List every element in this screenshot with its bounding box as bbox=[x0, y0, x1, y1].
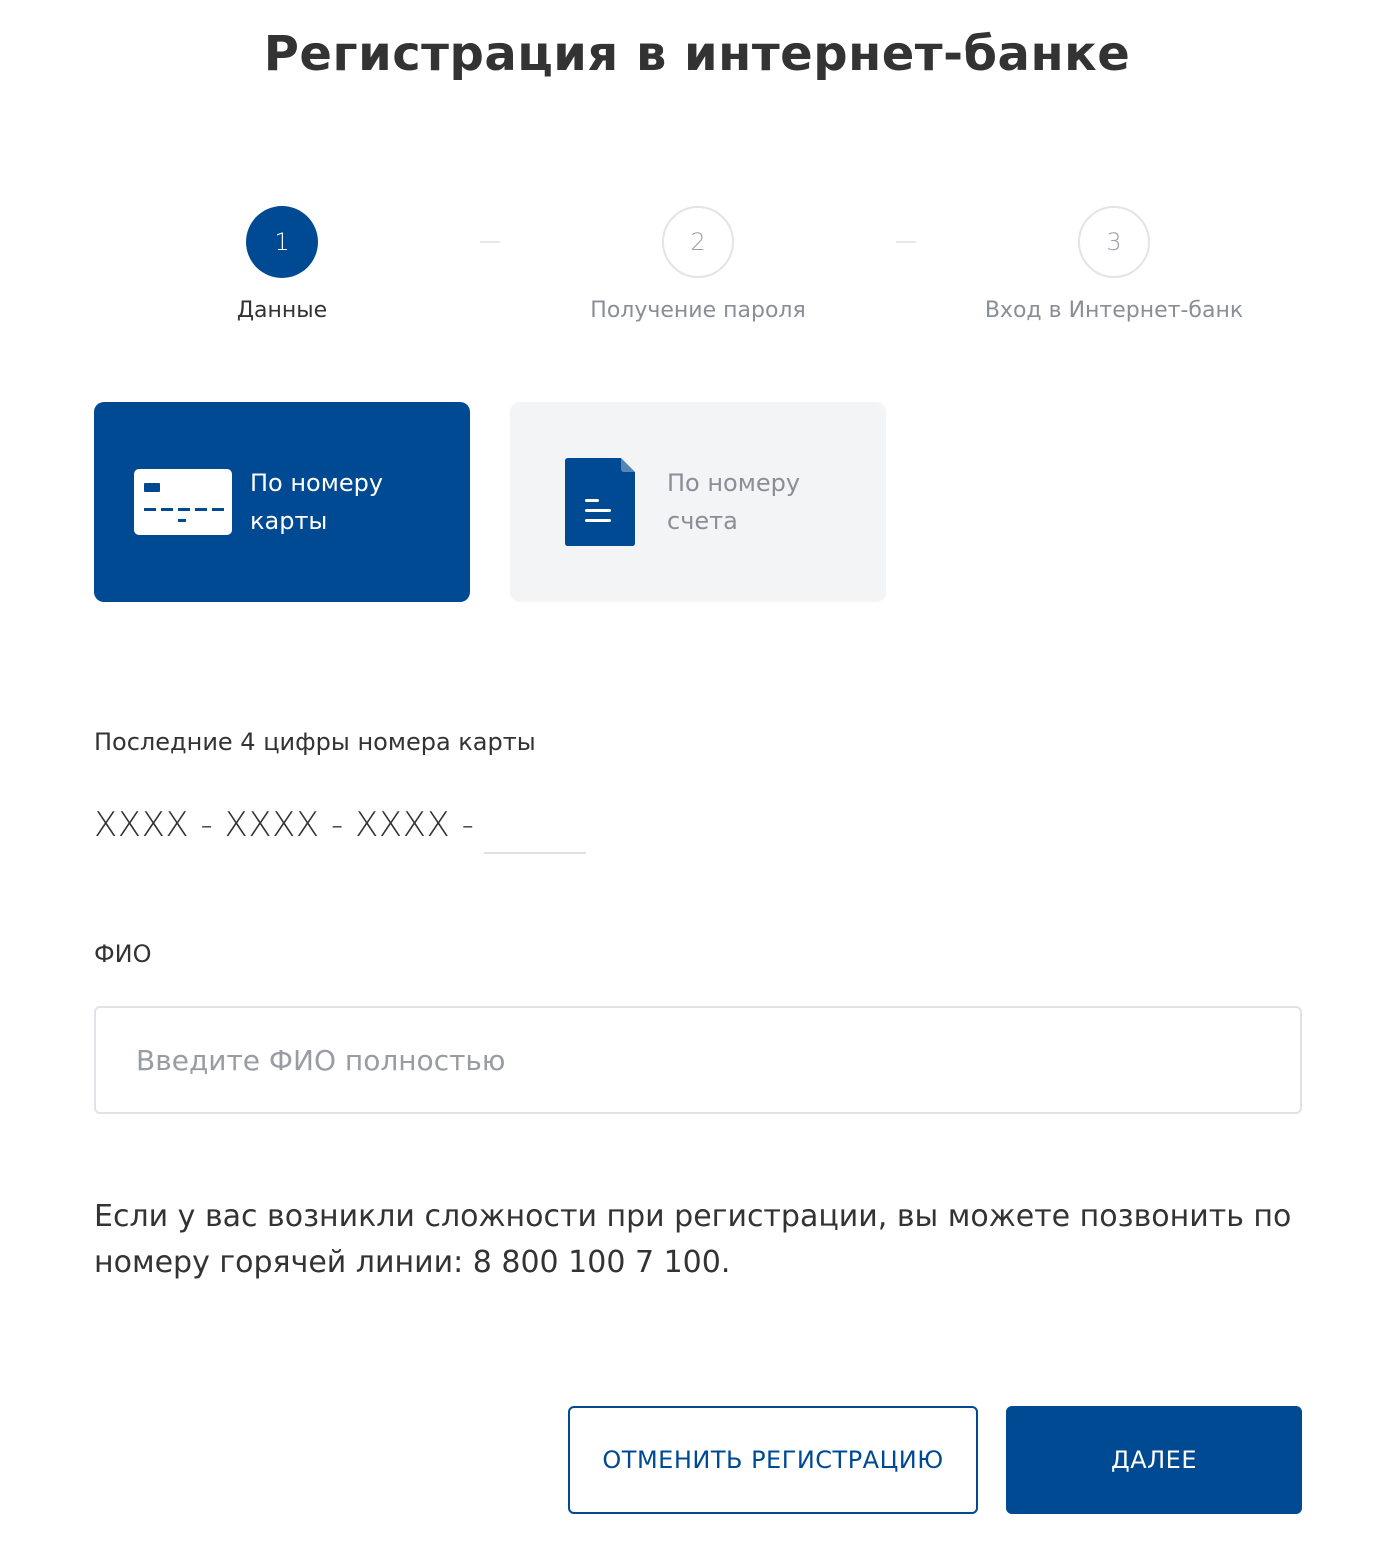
method-by-card-label bbox=[250, 464, 383, 540]
help-text: Если у вас возникли сложности при регистрации, вы можете позвонить по номеру горячей линии: 8 800 100 7 100. bbox=[94, 1199, 1292, 1280]
step-3-number: 3 bbox=[1078, 206, 1150, 278]
document-icon bbox=[565, 458, 635, 546]
card-digits-label: Последние 4 цифры номера карты bbox=[94, 728, 536, 756]
card-digits-row bbox=[94, 800, 586, 854]
card-last-digits-input[interactable] bbox=[484, 804, 586, 854]
method-by-card-line2: карты bbox=[250, 507, 328, 535]
method-by-account-line2: счета bbox=[667, 507, 738, 535]
step-separator bbox=[480, 241, 500, 243]
method-by-card-line1: По номеру bbox=[250, 469, 384, 497]
step-2 bbox=[518, 206, 878, 323]
page-title: Регистрация в интернет-банке bbox=[263, 26, 1131, 82]
step-3-label: Вход в Интернет-банк bbox=[984, 298, 1244, 323]
step-2-number: 2 bbox=[662, 206, 734, 278]
step-1 bbox=[102, 206, 462, 323]
cancel-registration-button[interactable]: ОТМЕНИТЬ РЕГИСТРАЦИЮ bbox=[568, 1406, 978, 1514]
fio-input[interactable] bbox=[94, 1006, 1302, 1114]
fio-label: ФИО bbox=[94, 940, 152, 968]
card-number-mask: XXXX - XXXX - XXXX - bbox=[94, 805, 475, 845]
method-by-account[interactable] bbox=[510, 402, 886, 602]
card-icon bbox=[134, 469, 232, 535]
step-separator bbox=[896, 241, 916, 243]
method-by-account-line1: По номеру bbox=[667, 469, 801, 497]
step-2-label: Получение пароля bbox=[590, 298, 806, 323]
method-by-account-label bbox=[667, 464, 800, 540]
method-by-card[interactable] bbox=[94, 402, 470, 602]
step-1-label: Данные bbox=[236, 298, 328, 323]
step-1-number: 1 bbox=[246, 206, 318, 278]
next-button[interactable]: ДАЛЕЕ bbox=[1006, 1406, 1302, 1514]
step-3 bbox=[934, 206, 1294, 323]
